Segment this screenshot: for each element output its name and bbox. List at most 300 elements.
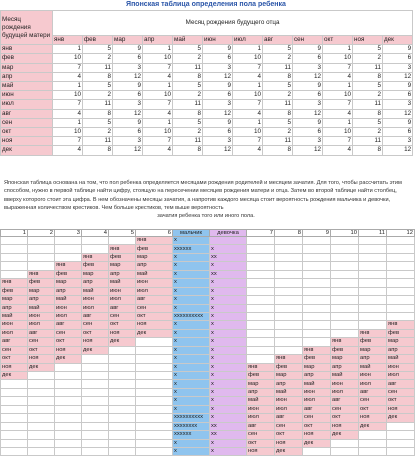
month-cell — [303, 296, 331, 304]
number-cell: 9 — [293, 82, 323, 91]
month-cell: фев — [136, 245, 173, 253]
number-cell: 2 — [353, 128, 383, 137]
month-cell: июн — [275, 397, 303, 405]
number-cell: 6 — [113, 128, 143, 137]
number-cell: 2 — [173, 128, 203, 137]
mother-month: июл — [1, 100, 53, 109]
month-cell — [55, 380, 82, 388]
month-cell: фев — [1, 287, 28, 295]
table-row — [1, 118, 413, 127]
month-cell — [55, 363, 82, 371]
number-cell: 3 — [113, 63, 143, 72]
father-month-0: янв — [53, 36, 83, 45]
month-cell — [28, 380, 55, 388]
boy-cell: x — [173, 304, 210, 312]
month-cell: окт — [275, 431, 303, 439]
month-cell: окт — [109, 321, 136, 329]
number-cell: 11 — [263, 63, 293, 72]
month-cell — [28, 439, 55, 447]
month-cell — [136, 355, 173, 363]
header-row — [1, 11, 413, 36]
month-cell — [1, 422, 28, 430]
month-cell: фев — [82, 262, 109, 270]
girl-cell: x — [210, 287, 247, 295]
number-cell: 4 — [53, 109, 83, 118]
number-cell: 7 — [53, 63, 83, 72]
month-cell: янв — [1, 279, 28, 287]
month-cell: фев — [303, 355, 331, 363]
month-cell — [303, 262, 331, 270]
month-cell: май — [28, 304, 55, 312]
month-cell: июн — [387, 363, 415, 371]
month-cell: окт — [387, 397, 415, 405]
month-cell — [82, 422, 109, 430]
boy-cell: x — [173, 338, 210, 346]
number-cell: 3 — [293, 137, 323, 146]
month-cell — [303, 253, 331, 261]
month-cell — [109, 422, 136, 430]
month-cell — [303, 237, 331, 245]
month-cell — [387, 253, 415, 261]
number-cell: 3 — [203, 63, 233, 72]
month-cell: авг — [109, 304, 136, 312]
table-row — [1, 72, 413, 81]
number-cell: 8 — [353, 109, 383, 118]
column-header: 10 — [331, 230, 359, 237]
boy-cell: xxxxxx — [173, 245, 210, 253]
table-row — [1, 109, 413, 118]
explanation-text: Японская таблица основана на том, что пол ребенка определяется месяцами рождения родителей и месяцем зачатия. Для того, чтобы рассчитать этим способом, нужно в первой таблице найти цифру, стоящую на пересечении месяцев рождения матери и отца. Затем во второй таблице найти столбец, вверху которого стоит эта цифра. В нем обозначены месяцы зачатия, а напротив каждого месяца стоит вероятность рождения мальчика и девочки, выраженная количеством крестиков. Чем больше крестиков, тем выше вероятность — [4, 180, 402, 211]
number-cell: 5 — [263, 82, 293, 91]
month-cell: мар — [109, 262, 136, 270]
month-cell — [82, 414, 109, 422]
number-cell: 7 — [233, 63, 263, 72]
month-cell — [136, 346, 173, 354]
month-cell: янв — [387, 321, 415, 329]
number-cell: 8 — [353, 146, 383, 155]
month-cell — [1, 397, 28, 405]
month-cell — [387, 270, 415, 278]
month-cell: июл — [387, 372, 415, 380]
month-cell: ноя — [303, 431, 331, 439]
month-cell: июн — [303, 388, 331, 396]
month-cell — [109, 405, 136, 413]
month-cell — [28, 422, 55, 430]
column-header: 9 — [303, 230, 331, 237]
month-cell: дек — [82, 346, 109, 354]
month-cell — [82, 397, 109, 405]
month-cell: окт — [1, 355, 28, 363]
girl-cell: x — [210, 363, 247, 371]
month-cell — [387, 439, 415, 447]
month-cell — [136, 363, 173, 371]
month-cell — [82, 405, 109, 413]
table-row — [1, 245, 415, 253]
month-cell: окт — [55, 338, 82, 346]
month-cell: мар — [1, 296, 28, 304]
number-cell: 5 — [173, 82, 203, 91]
table-row — [1, 45, 413, 54]
month-cell — [1, 262, 28, 270]
table-row — [1, 329, 415, 337]
month-cell — [55, 237, 82, 245]
number-cell: 10 — [233, 54, 263, 63]
number-cell: 9 — [293, 45, 323, 54]
father-month-11: дек — [383, 36, 413, 45]
month-cell: июн — [1, 321, 28, 329]
table-row — [1, 287, 415, 295]
number-cell: 1 — [53, 118, 83, 127]
month-cell: янв — [247, 363, 275, 371]
month-cell — [387, 312, 415, 320]
month-cell — [55, 422, 82, 430]
month-cell: июл — [136, 287, 173, 295]
month-cell: дек — [359, 422, 387, 430]
month-cell: апр — [247, 388, 275, 396]
month-cell — [136, 439, 173, 447]
table-row — [1, 388, 415, 396]
number-cell: 3 — [383, 100, 413, 109]
boy-cell: x — [173, 355, 210, 363]
month-cell: авг — [359, 388, 387, 396]
number-cell: 1 — [233, 118, 263, 127]
father-month-10: ноя — [353, 36, 383, 45]
number-cell: 4 — [143, 146, 173, 155]
number-cell: 11 — [173, 63, 203, 72]
month-cell: окт — [331, 414, 359, 422]
month-cell — [331, 312, 359, 320]
month-cell: сен — [28, 338, 55, 346]
month-cell: мар — [275, 372, 303, 380]
month-cell: апр — [275, 380, 303, 388]
number-cell: 5 — [263, 45, 293, 54]
month-cell — [1, 405, 28, 413]
month-cell: янв — [55, 262, 82, 270]
number-cell: 5 — [263, 118, 293, 127]
month-cell — [359, 237, 387, 245]
month-cell — [82, 431, 109, 439]
table-row — [1, 380, 415, 388]
number-cell: 8 — [173, 109, 203, 118]
month-cell: окт — [247, 439, 275, 447]
girl-cell: x — [210, 405, 247, 413]
month-cell: июл — [275, 405, 303, 413]
number-cell: 4 — [53, 146, 83, 155]
header-row — [1, 230, 415, 237]
month-cell: июл — [55, 312, 82, 320]
month-cell: июн — [359, 372, 387, 380]
number-cell: 7 — [53, 100, 83, 109]
table-row — [1, 346, 415, 354]
month-cell — [28, 405, 55, 413]
column-header: 5 — [109, 230, 136, 237]
month-cell: июн — [247, 405, 275, 413]
column-header: 6 — [136, 230, 173, 237]
month-cell — [331, 270, 359, 278]
column-header: 7 — [247, 230, 275, 237]
month-cell: дек — [136, 329, 173, 337]
month-cell — [28, 372, 55, 380]
number-cell: 9 — [383, 45, 413, 54]
month-cell — [331, 237, 359, 245]
table-row — [1, 312, 415, 320]
month-cell — [331, 329, 359, 337]
number-cell: 1 — [233, 82, 263, 91]
mother-month: апр — [1, 72, 53, 81]
month-cell — [331, 245, 359, 253]
girl-cell: x — [210, 262, 247, 270]
number-cell: 10 — [323, 54, 353, 63]
table-row — [1, 63, 413, 72]
number-cell: 4 — [143, 109, 173, 118]
table-row — [1, 414, 415, 422]
number-cell: 7 — [323, 100, 353, 109]
month-cell — [247, 262, 275, 270]
month-cell — [109, 414, 136, 422]
month-cell — [275, 270, 303, 278]
month-cell: дек — [109, 338, 136, 346]
month-cell: май — [82, 287, 109, 295]
month-cell: ноя — [275, 439, 303, 447]
month-cell: май — [359, 363, 387, 371]
month-cell — [136, 372, 173, 380]
month-cell: янв — [275, 355, 303, 363]
month-cell — [55, 397, 82, 405]
month-cell — [1, 270, 28, 278]
month-cell — [303, 329, 331, 337]
girl-cell: x — [210, 388, 247, 396]
boy-cell: x — [173, 287, 210, 295]
number-cell: 7 — [53, 137, 83, 146]
month-cell — [82, 355, 109, 363]
table-row — [1, 363, 415, 371]
column-header: 11 — [359, 230, 387, 237]
month-cell: фев — [109, 253, 136, 261]
month-cell — [331, 439, 359, 447]
month-cell: мар — [359, 346, 387, 354]
month-cell — [303, 447, 331, 455]
number-cell: 10 — [53, 128, 83, 137]
month-cell — [82, 237, 109, 245]
month-cell: апр — [136, 262, 173, 270]
boy-cell: x — [173, 380, 210, 388]
number-cell: 8 — [83, 109, 113, 118]
month-cell: ноя — [82, 338, 109, 346]
month-cell — [136, 388, 173, 396]
month-cell: сен — [303, 414, 331, 422]
month-cell — [1, 237, 28, 245]
page-title: Японская таблица определения пола ребенка — [126, 1, 286, 8]
number-cell: 12 — [293, 109, 323, 118]
month-cell — [55, 431, 82, 439]
month-cell: апр — [303, 372, 331, 380]
month-cell: май — [1, 312, 28, 320]
boy-cell: xxxxxx — [173, 431, 210, 439]
boy-cell: x — [173, 321, 210, 329]
column-header: мальчик — [173, 230, 210, 237]
table-row — [1, 279, 415, 287]
number-cell: 10 — [233, 128, 263, 137]
month-cell — [359, 431, 387, 439]
mother-header: Месяц рождения будущей матери — [1, 11, 53, 45]
table-row — [1, 439, 415, 447]
number-cell: 1 — [323, 45, 353, 54]
month-cell: сен — [109, 312, 136, 320]
number-cell: 6 — [203, 54, 233, 63]
girl-cell: x — [210, 346, 247, 354]
boy-cell: x — [173, 439, 210, 447]
month-cell: фев — [247, 372, 275, 380]
month-cell — [247, 296, 275, 304]
month-cell: сен — [136, 304, 173, 312]
number-cell: 6 — [293, 91, 323, 100]
month-cell — [359, 312, 387, 320]
table-row — [1, 422, 415, 430]
number-cell: 11 — [83, 100, 113, 109]
number-cell: 7 — [143, 100, 173, 109]
table-row — [1, 91, 413, 100]
month-cell — [109, 363, 136, 371]
boy-cell: x — [173, 262, 210, 270]
month-cell: авг — [136, 296, 173, 304]
number-cell: 2 — [263, 54, 293, 63]
month-cell: ноя — [331, 422, 359, 430]
number-cell: 5 — [173, 118, 203, 127]
month-cell: авг — [82, 312, 109, 320]
month-cell: янв — [359, 329, 387, 337]
number-cell: 9 — [203, 45, 233, 54]
month-cell: янв — [136, 237, 173, 245]
month-cell: авг — [1, 338, 28, 346]
number-cell: 11 — [263, 137, 293, 146]
number-cell: 9 — [113, 45, 143, 54]
month-cell — [247, 245, 275, 253]
month-cell: сен — [275, 422, 303, 430]
table-row — [1, 237, 415, 245]
month-cell: апр — [331, 363, 359, 371]
number-cell: 6 — [293, 128, 323, 137]
month-cell — [28, 237, 55, 245]
table-row — [1, 270, 415, 278]
month-cell: авг — [275, 414, 303, 422]
table-row — [1, 321, 415, 329]
month-cell: мар — [82, 270, 109, 278]
girl-cell: x — [210, 338, 247, 346]
month-cell — [55, 372, 82, 380]
month-cell — [275, 237, 303, 245]
number-cell: 12 — [383, 109, 413, 118]
month-cell: окт — [136, 312, 173, 320]
month-cell — [359, 287, 387, 295]
number-cell: 5 — [83, 45, 113, 54]
month-cell: сен — [359, 397, 387, 405]
month-cell: фев — [387, 329, 415, 337]
month-cell — [303, 338, 331, 346]
number-cell: 8 — [83, 146, 113, 155]
number-cell: 12 — [293, 72, 323, 81]
boy-cell: x — [173, 296, 210, 304]
girl-cell: x — [210, 414, 247, 422]
month-cell: сен — [55, 329, 82, 337]
girl-cell: x — [210, 329, 247, 337]
month-cell: фев — [28, 279, 55, 287]
month-cell: июн — [331, 380, 359, 388]
month-cell: фев — [331, 346, 359, 354]
month-cell — [359, 279, 387, 287]
month-cell — [331, 447, 359, 455]
number-cell: 10 — [143, 128, 173, 137]
month-cell — [275, 321, 303, 329]
number-cell: 2 — [83, 54, 113, 63]
month-cell — [359, 439, 387, 447]
month-cell — [275, 279, 303, 287]
number-cell: 7 — [143, 63, 173, 72]
month-cell: июл — [82, 304, 109, 312]
number-cell: 7 — [323, 137, 353, 146]
table-row — [1, 431, 415, 439]
month-cell: июн — [82, 296, 109, 304]
month-cell — [28, 447, 55, 455]
number-cell: 12 — [203, 109, 233, 118]
girl-cell: x — [210, 321, 247, 329]
mother-month: ноя — [1, 137, 53, 146]
month-cell: авг — [387, 380, 415, 388]
month-cell — [387, 431, 415, 439]
month-cell — [82, 380, 109, 388]
month-cell: май — [303, 380, 331, 388]
number-cell: 9 — [203, 118, 233, 127]
month-cell — [331, 296, 359, 304]
number-cell: 5 — [83, 82, 113, 91]
month-cell: мар — [331, 355, 359, 363]
number-cell: 8 — [83, 72, 113, 81]
mother-month: янв — [1, 45, 53, 54]
month-cell — [247, 338, 275, 346]
father-month-6: июл — [233, 36, 263, 45]
month-cell: окт — [359, 405, 387, 413]
number-cell: 7 — [233, 137, 263, 146]
month-cell — [387, 422, 415, 430]
month-cell — [331, 253, 359, 261]
month-cell — [1, 439, 28, 447]
father-month-8: сен — [293, 36, 323, 45]
girl-cell: x — [210, 304, 247, 312]
table-row — [1, 355, 415, 363]
number-cell: 12 — [113, 146, 143, 155]
month-cell — [109, 346, 136, 354]
number-cell: 2 — [173, 91, 203, 100]
month-cell: ноя — [28, 355, 55, 363]
column-header: 1 — [1, 230, 28, 237]
month-cell — [247, 279, 275, 287]
month-cell — [359, 296, 387, 304]
number-cell: 5 — [353, 82, 383, 91]
table-row — [1, 54, 413, 63]
month-cell: июл — [109, 296, 136, 304]
month-cell: мар — [28, 287, 55, 295]
month-cell — [109, 372, 136, 380]
number-cell: 3 — [113, 137, 143, 146]
column-header: девочка — [210, 230, 247, 237]
month-cell: июл — [1, 329, 28, 337]
month-cell — [28, 414, 55, 422]
number-cell: 5 — [353, 118, 383, 127]
month-cell — [109, 388, 136, 396]
month-cell — [109, 380, 136, 388]
number-cell: 3 — [293, 63, 323, 72]
month-cell — [136, 338, 173, 346]
month-cell — [359, 245, 387, 253]
